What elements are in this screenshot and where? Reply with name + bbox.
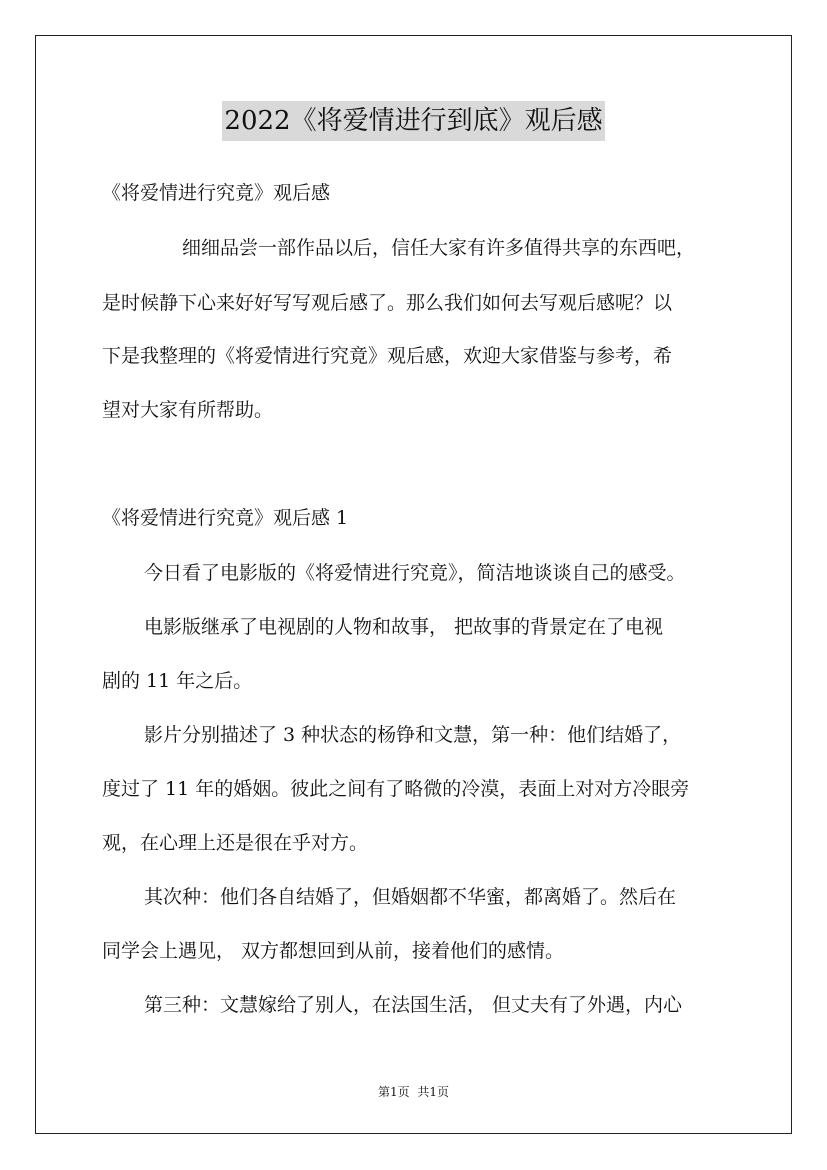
paragraph-line: 细细品尝一部作品以后，信任大家有许多值得共享的东西吧， <box>182 237 696 259</box>
page-number: 第1页 <box>378 1085 410 1099</box>
paragraph-line: 其次种：他们各自结婚了，但婚姻都不华蜜，都离婚了。然后在 <box>144 886 677 908</box>
paragraph-line: 下是我整理的《将爱情进行究竟》观后感，欢迎大家借鉴与参考，希 <box>102 345 673 367</box>
section-heading: 《将爱情进行究竟》观后感 1 <box>102 507 349 529</box>
title-container <box>0 101 827 141</box>
paragraph-line: 度过了 11 年的婚姻。彼此之间有了略微的冷漠，表面上对对方冷眼旁 <box>102 778 690 800</box>
page-footer <box>0 1083 827 1101</box>
paragraph-line: 今日看了电影版的《将爱情进行究竟》，简洁地谈谈自己的感受。 <box>144 562 686 584</box>
page-total: 共1页 <box>417 1085 449 1099</box>
subtitle-line: 《将爱情进行究竟》观后感 <box>102 182 331 204</box>
paragraph-line: 第三种：文慧嫁给了别人，在法国生活， 但丈夫有了外遇，内心 <box>144 994 683 1016</box>
paragraph-line: 影片分别描述了 3 种状态的杨铮和文慧，第一种：他们结婚了， <box>144 724 682 746</box>
paragraph-line: 是时候静下心来好好写写观后感了。那么我们如何去写观后感呢？以 <box>102 292 673 314</box>
document-title: 2022《将爱情进行到底》观后感 <box>222 101 604 141</box>
paragraph-line: 望对大家有所帮助。 <box>102 399 274 421</box>
paragraph-line: 同学会上遇见， 双方都想回到从前，接着他们的感情。 <box>102 940 565 962</box>
paragraph-line: 剧的 11 年之后。 <box>102 670 253 692</box>
paragraph-line: 观，在心理上还是很在乎对方。 <box>102 832 369 854</box>
paragraph-line: 电影版继承了电视剧的人物和故事， 把故事的背景定在了电视 <box>144 616 664 638</box>
